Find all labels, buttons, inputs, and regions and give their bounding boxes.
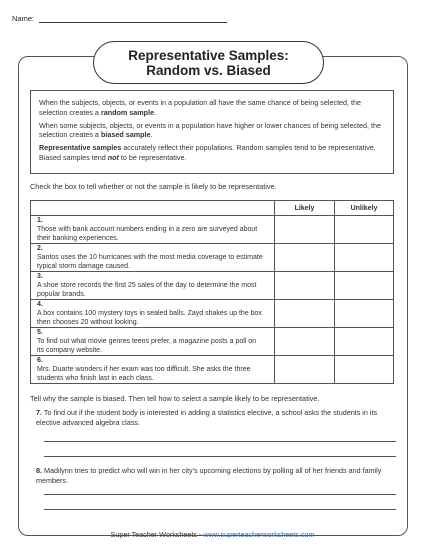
question-number: 1. (37, 217, 43, 224)
question-8-text: Madilynn tries to predict who will win in her city's upcoming elections by polling all of her friends and family members. (36, 466, 382, 485)
header-unlikely: Unlikely (335, 201, 394, 216)
likely-checkbox[interactable] (275, 328, 335, 356)
unlikely-checkbox[interactable] (335, 328, 394, 356)
unlikely-checkbox[interactable] (335, 272, 394, 300)
unlikely-checkbox[interactable] (335, 300, 394, 328)
table-row (31, 328, 394, 356)
biased-instructions: Tell why the sample is biased. Then tell how to select a sample likely to be representative. (30, 394, 320, 403)
unlikely-checkbox[interactable] (335, 244, 394, 272)
table-row (31, 300, 394, 328)
checkbox-instructions: Check the box to tell whether or not the sample is likely to be representative. (30, 182, 277, 191)
table-row (31, 272, 394, 300)
question-number: 4. (37, 301, 43, 308)
question-8 (36, 466, 396, 485)
question-text: Mrs. Duarte wonders if her exam was too difficult. She asks the three students who finish last in each class. (37, 366, 251, 382)
footer (0, 530, 425, 539)
question-7-text: To find out if the student body is interested in adding a statistics elective, a school asks the students in its elective advanced algebra class. (36, 408, 378, 427)
question-text: A shoe store records the first 25 sales of the day to determine the most popular brands. (37, 282, 257, 298)
name-input-line[interactable] (39, 14, 227, 23)
likely-checkbox[interactable] (275, 300, 335, 328)
question-number: 6. (37, 357, 43, 364)
answer-line[interactable] (44, 456, 396, 457)
unlikely-checkbox[interactable] (335, 356, 394, 384)
table-row (31, 244, 394, 272)
question-7 (36, 408, 396, 427)
definition-random: When the subjects, objects, or events in a population all have the same chance of being selected, the selection creates a random sample. (39, 98, 362, 117)
question-8-number: 8. (36, 466, 42, 475)
sample-table (30, 200, 394, 384)
question-7-number: 7. (36, 408, 42, 417)
question-text: Those with bank account numbers ending in a zero are surveyed about their banking experiences. (37, 226, 258, 242)
likely-checkbox[interactable] (275, 244, 335, 272)
name-field-row (12, 14, 227, 23)
table-header-row (31, 201, 394, 216)
definition-biased: When some subjects, objects, or events in a population have higher or lower chances of being selected, the selection creates a biased sample. (39, 120, 382, 140)
definitions-box (30, 90, 394, 174)
question-text: A box contains 100 mystery toys in sealed balls. Zayd shakes up the box then chooses 20 without looking. (37, 310, 262, 326)
answer-line[interactable] (44, 509, 396, 510)
question-text: Santos uses the 10 hurricanes with the most media coverage to estimate typical storm damage caused. (37, 254, 263, 270)
title-line-1: Representative Samples: (128, 47, 289, 63)
likely-checkbox[interactable] (275, 356, 335, 384)
likely-checkbox[interactable] (275, 216, 335, 244)
footer-url[interactable]: www.superteacherworksheets.com (203, 530, 315, 539)
header-blank (31, 201, 275, 216)
likely-checkbox[interactable] (275, 272, 335, 300)
table-row (31, 216, 394, 244)
name-label: Name: (12, 14, 35, 23)
question-number: 5. (37, 329, 43, 336)
answer-line[interactable] (44, 441, 396, 442)
footer-separator: - (196, 530, 204, 539)
question-text: To find out what movie genres teens prefer, a magazine posts a poll on its company website. (37, 338, 257, 354)
header-likely: Likely (275, 201, 335, 216)
question-number: 2. (37, 245, 43, 252)
table-row (31, 356, 394, 384)
unlikely-checkbox[interactable] (335, 216, 394, 244)
worksheet-title (93, 41, 324, 84)
definition-representative: Representative samples accurately reflect their populations. Random samples tend to be representative. Biased samples tend not to be representative. (39, 143, 376, 162)
answer-line[interactable] (44, 494, 396, 495)
question-number: 3. (37, 273, 43, 280)
footer-brand: Super Teacher Worksheets (110, 530, 197, 539)
title-line-2: Random vs. Biased (146, 62, 271, 78)
